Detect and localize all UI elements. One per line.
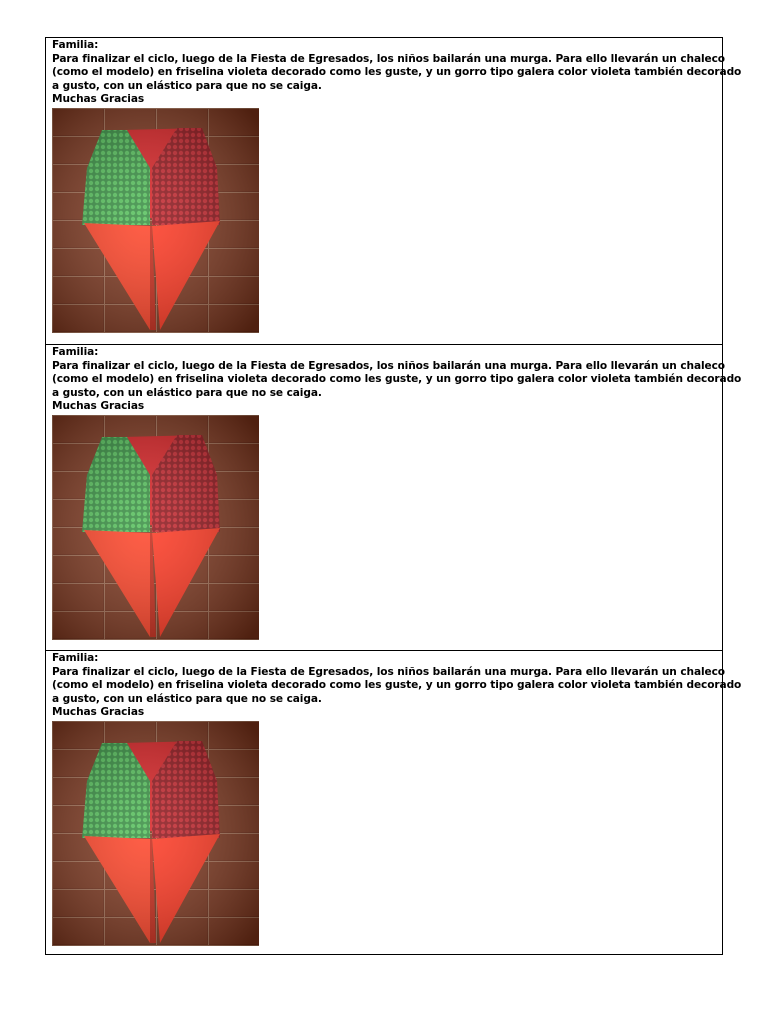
note-text-line: a gusto, con un elástico para que no se caiga.: [52, 692, 322, 705]
vest-photo: [52, 721, 259, 946]
note-closing: Muchas Gracias: [52, 400, 145, 413]
note-greeting: Familia:: [52, 346, 99, 358]
vest-photo: [52, 415, 259, 640]
note-block: [46, 38, 742, 344]
note-text-line: (como el modelo) en friselina violeta decorado como les guste, y un gorro tipo galera color violeta también decorado: [52, 66, 742, 79]
document-page: [45, 37, 742, 955]
note-text-line: a gusto, con un elástico para que no se caiga.: [52, 386, 322, 399]
vest-photo: [52, 108, 259, 333]
note-block: [46, 344, 742, 650]
note-greeting: Familia:: [52, 652, 99, 664]
note-text-line: Para finalizar el ciclo, luego de la Fiesta de Egresados, los niños bailarán una murga. Para ello llevarán un chaleco: [52, 665, 725, 678]
note-text-line: a gusto, con un elástico para que no se caiga.: [52, 79, 322, 92]
note-greeting: Familia:: [52, 39, 99, 51]
note-text-line: Para finalizar el ciclo, luego de la Fiesta de Egresados, los niños bailarán una murga. Para ello llevarán un chaleco: [52, 52, 725, 65]
note-text-line: Para finalizar el ciclo, luego de la Fiesta de Egresados, los niños bailarán una murga. Para ello llevarán un chaleco: [52, 359, 725, 372]
note-text-line: (como el modelo) en friselina violeta decorado como les guste, y un gorro tipo galera color violeta también decorado: [52, 373, 742, 386]
note-closing: Muchas Gracias: [52, 706, 145, 719]
note-block: [46, 650, 742, 956]
note-text-line: (como el modelo) en friselina violeta decorado como les guste, y un gorro tipo galera color violeta también decorado: [52, 679, 742, 692]
note-closing: Muchas Gracias: [52, 93, 145, 106]
